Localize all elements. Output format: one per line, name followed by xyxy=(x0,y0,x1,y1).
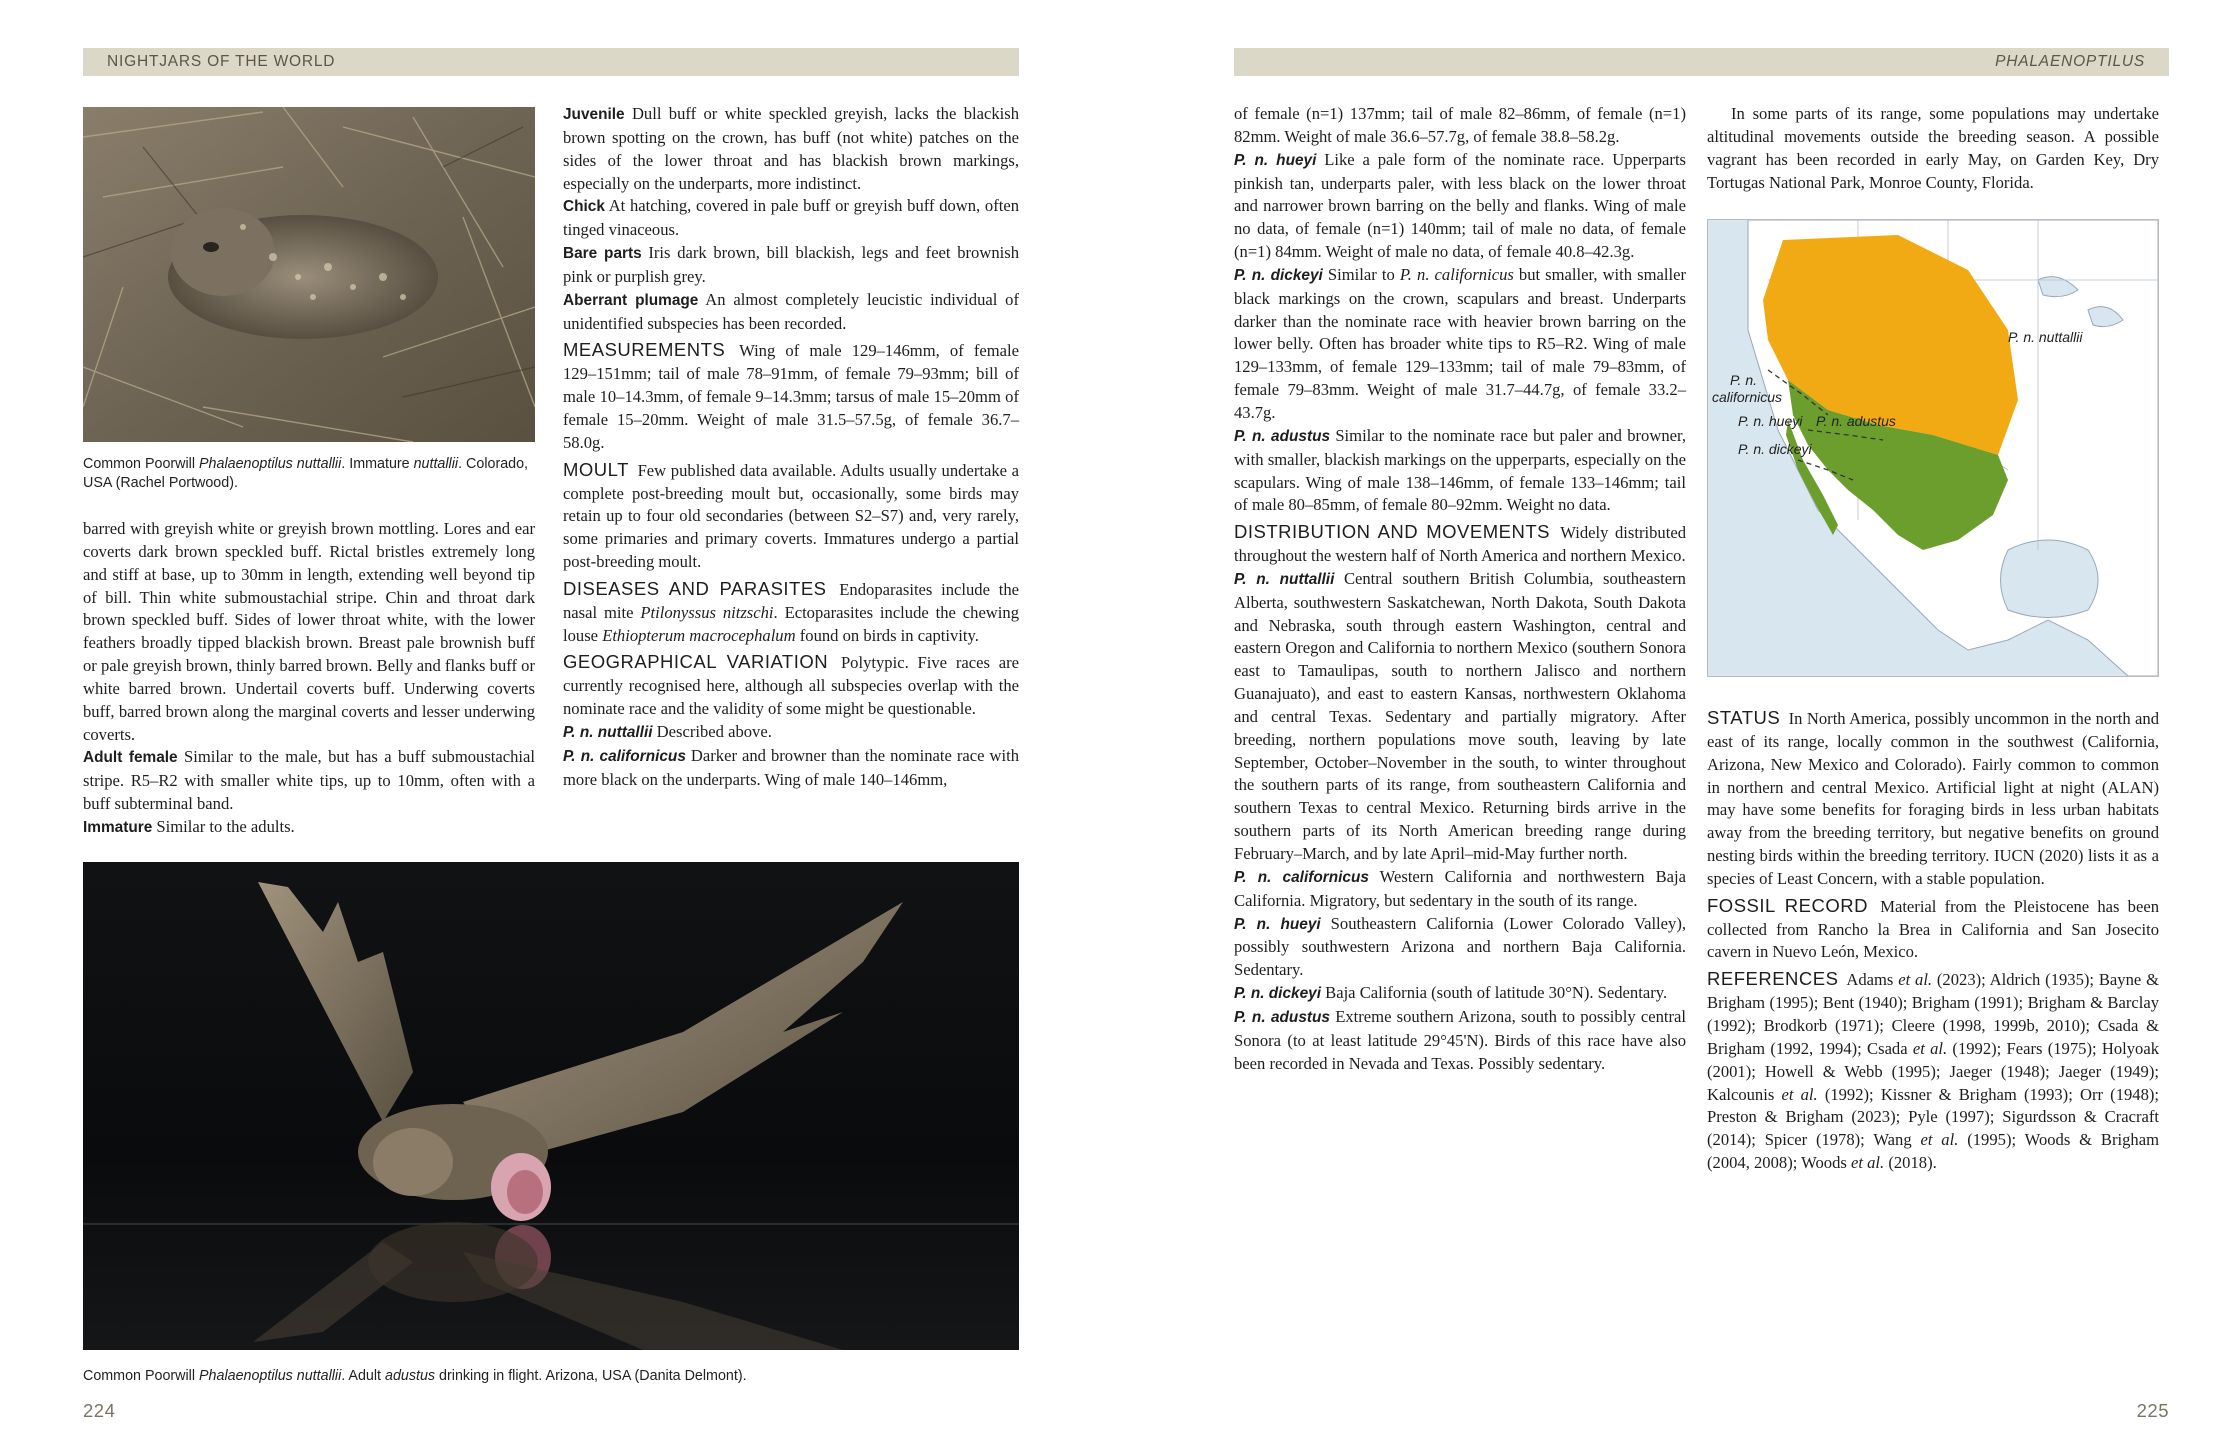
subspecies-label-californicus: P. n. californicus xyxy=(563,747,686,765)
juvenile-label: Juvenile xyxy=(563,106,625,123)
dist-label-californicus: P. n. californicus xyxy=(1234,868,1369,886)
page-number-left: 224 xyxy=(83,1400,116,1421)
adult-female-label: Adult female xyxy=(83,749,178,767)
caption-bottom-photo: Common Poorwill Phalaenoptilus nuttallii. Adult adustus drinking in flight. Arizona, USA (Danita Delmont). xyxy=(83,1368,747,1384)
fossil-record-heading: FOSSIL RECORD xyxy=(1707,894,1868,916)
measurements-heading: MEASUREMENTS xyxy=(563,339,726,361)
subspecies-label-hueyi: P. n. hueyi xyxy=(1234,151,1317,169)
running-header-left: NIGHTJARS OF THE WORLD xyxy=(83,48,1019,76)
distribution-heading: DISTRIBUTION AND MOVEMENTS xyxy=(1234,521,1550,543)
map-label-californicus-line1: P. n. xyxy=(1730,372,1757,388)
map-label-nuttallii: P. n. nuttallii xyxy=(2008,329,2083,345)
map-label-adustus: P. n. adustus xyxy=(1816,413,1896,429)
right-column-b: STATUS In North America, possibly uncommon in the north and east of its range, locally common in the southwest (California, Arizona, New Mexico and Colorado). Fairly common to common in northern and central Mexico. Artificial light at night (ALAN) may have some benefits for foraging birds in less urban habitats away from the breeding territory, but negative benefits on ground nesting birds within the breeding territory. IUCN (2020) lists it as a species of Least Concern, with a stable population. FOSSIL RECORD Material from the Pleistocene has been collected from Rancho la Brea in California and San Josecito cavern in Nuevo León, Mexico. REFERENCES Adams et al. (2023); Aldrich (1935); Bayne & Brigham (1995); Bent (1940); Brigham (1991); Brigham & Barclay (1992); Brodkorb (1971); Cleere (1998, 1999b, 2010); Csada & Brigham (1992, 1994); Csada et al. (1992); Fears (1975); Holyoak (2001); Howell & Webb (1995); Jaeger (1948); Jaeger (1949); Kalcounis et al. (1992); Kissner & Brigham (1993); Orr (1948); Preston & Brigham (2023); Pyle (1997); Sigurdsson & Cracraft (2014); Spicer (1978); Wang et al. (1995); Woods & Brigham (2004, 2008); Woods et al. (2018). xyxy=(1707,707,2160,1173)
photo-poorwill-on-ground xyxy=(83,107,535,442)
plumage-paragraph: barred with greyish white or greyish brown mottling. Lores and ear coverts dark brown speckled buff. Rictal bristles extremely long and stiff at base, up to 30mm in length, extending well beyond tip of bill. Thin white submoustachial stripe. Chin and throat dark brown speckled buff. Sides of lower throat white, with the lower feathers broadly tipped blackish brown. Breast pale brownish buff or pale greyish brown, thinly barred brown. Belly and flanks buff or white barred brown. Undertail coverts buff. Underwing coverts buff, barred brown along the marginal coverts and lesser underwing coverts. xyxy=(83,519,535,744)
photo-poorwill-drinking-in-flight xyxy=(83,862,1019,1350)
diseases-heading: DISEASES AND PARASITES xyxy=(563,577,827,599)
map-label-hueyi: P. n. hueyi xyxy=(1738,413,1803,429)
subspecies-label-adustus: P. n. adustus xyxy=(1234,427,1331,445)
dist-label-hueyi: P. n. hueyi xyxy=(1234,915,1321,933)
right-column-a: of female (n=1) 137mm; tail of male 82–86mm, of female (n=1) 82mm. Weight of male 36.6–57.7g, of female 38.8–58.2g. P. n. hueyi Like a pale form of the nominate race. Upperparts pinkish tan, underparts paler, with less black on the lower throat and narrower brown barring on the belly and flanks. Wing of male no data, of female (n=1) 140mm; tail of male no data, of female (n=1) 84mm. Weight of male no data, of female 40.8–42.3g. P. n. dickeyi Similar to P. n. californicus but smaller, with smaller black markings on the crown, scapulars and breast. Underparts darker than the nominate race with heavier brown barring on the lower belly. Often has broader white tips to R5–R2. Wing of male 129–133mm, of female 129–133mm; tail of male 79–83mm, of female 79–83mm. Weight of male 31.7–44.7g, of female 33.2–43.7g. P. n. adustus Similar to the nominate race but paler and browner, with smaller, blackish markings on the upperparts, especially on the scapulars. Wing of male 138–146mm, of female 133–146mm; tail of male 80–85mm, of female 80–92mm. Weight no data. DISTRIBUTION AND MOVEMENTS Widely distributed throughout the western half of North America and northern Mexico. P. n. nuttallii Central southern British Columbia, southeastern Alberta, southwestern Saskatchewan, North Dakota, South Dakota and Nebraska, south through eastern Washington, central and eastern Oregon and California to northern Mexico (southern Sonora east to Tamaulipas, south to northern Jalisco and northern Guanajuato), and east to eastern Kansas, northwestern Oklahoma and central Texas. Sedentary and partially migratory. After breeding, northern populations move south, leaving by late September, October–November in the south, to winter throughout the southern parts of its range, from southeastern California and southern Texas to central Mexico. Returning birds arrive in the southern parts of its North American breeding range during February–March, and by late April–mid-May further north. P. n. californicus Western California and northwestern Baja California. Migratory, but sedentary in the south of its range. P. n. hueyi Southeastern California (Lower Colorado Valley), possibly southwestern Arizona and northern Baja California. Sedentary. P. n. dickeyi Baja California (south of latitude 30°N). Sedentary. P. n. adustus Extreme southern Arizona, south to possibly central Sonora (to at least latitude 29°45'N). Birds of this race have also been recorded in Nevada and Texas. Possibly sedentary. xyxy=(1234,104,1687,1073)
immature-label: Immature xyxy=(83,818,153,836)
map-label-californicus-line2: californicus xyxy=(1712,389,1783,405)
dist-label-dickeyi: P. n. dickeyi xyxy=(1234,985,1321,1003)
page-number-right: 225 xyxy=(2136,1400,2169,1421)
bare-parts-label: Bare parts xyxy=(563,245,642,263)
running-header-right: PHALAENOPTILUS xyxy=(1234,48,2169,76)
dist-label-nuttallii: P. n. nuttallii xyxy=(1234,570,1335,588)
geographical-variation-heading: GEOGRAPHICAL VARIATION xyxy=(563,651,829,673)
map-label-dickeyi: P. n. dickeyi xyxy=(1738,441,1812,457)
moult-heading: MOULT xyxy=(563,458,629,480)
aberrant-plumage-label: Aberrant plumage xyxy=(563,291,699,309)
status-heading: STATUS xyxy=(1707,707,1781,728)
references-heading: REFERENCES xyxy=(1707,968,1839,990)
dist-label-adustus: P. n. adustus xyxy=(1234,1008,1330,1026)
range-map xyxy=(1707,219,2159,677)
chick-label: Chick xyxy=(563,198,605,216)
subspecies-label-dickeyi: P. n. dickeyi xyxy=(1234,266,1323,284)
right-column-b-intro: In some parts of its range, some populations may undertake altitudinal movements outside the breeding season. A possible vagrant has been recorded in early May, on Garden Key, Dry Tortugas National Park, Monroe County, Florida. xyxy=(1707,104,2159,192)
subspecies-label-nuttallii: P. n. nuttallii xyxy=(563,723,653,741)
left-column: barred with greyish white or greyish brown mottling. Lores and ear coverts dark brown speckled buff. Rictal bristles extremely long and stiff at base, up to 30mm in length, extending well beyond tip of bill. Thin white submoustachial stripe. Chin and throat dark brown speckled buff. Sides of lower throat white, with the lower feathers broadly tipped blackish brown. Breast pale brownish buff or pale greyish brown, thinly barred brown. Belly and flanks buff or white barred brown. Undertail coverts buff. Underwing coverts buff, barred brown along the marginal coverts and lesser underwing coverts. Adult female Similar to the male, but has a buff submoustachial stripe. R5–R2 with smaller white tips, up to 10mm, often with a buff subterminal band. Immature Similar to the adults. xyxy=(83,519,535,836)
middle-column: Juvenile Dull buff or white speckled greyish, lacks the blackish brown spotting on the crown, has buff (not white) patches on the sides of the lower throat and has blackish brown markings, especially on the underparts, more indistinct. Chick At hatching, covered in pale buff or greyish buff down, often tinged vinaceous. Bare parts Iris dark brown, bill blackish, legs and feet brownish pink or purplish grey. Aberrant plumage An almost completely leucistic individual of unidentified subspecies has been recorded. MEASUREMENTS Wing of male 129–146mm, of female 129–151mm; tail of male 78–91mm, of female 79–93mm; bill of male 10–14.3mm, of female 9–14.3mm; tarsus of male 15–20mm of female 15–20mm. Weight of male 31.5–57.5g, of female 36.7–58.0g. MOULT Few published data available. Adults usually undertake a complete post-breeding moult but, occasionally, some birds may retain up to four old secondaries (between S2–S7) and, very rarely, some primaries and primary coverts. Immatures undergo a partial post-breeding moult. DISEASES AND PARASITES Endoparasites include the nasal mite Ptilonyssus nitzschi. Ectoparasites include the chewing louse Ethiopterum macrocephalum found on birds in captivity. GEOGRAPHICAL VARIATION Polytypic. Five races are currently recognised here, although all subspecies overlap with the nominate race and the validity of some might be questionable. P. n. nuttallii Described above. P. n. californicus Darker and browner than the nominate race with more black on the underparts. Wing of male 140–146mm, xyxy=(563,104,1020,789)
caption-top-photo: Common Poorwill Phalaenoptilus nuttallii. Immature nuttallii. Colorado, USA (Rachel Portwood). xyxy=(83,456,529,491)
